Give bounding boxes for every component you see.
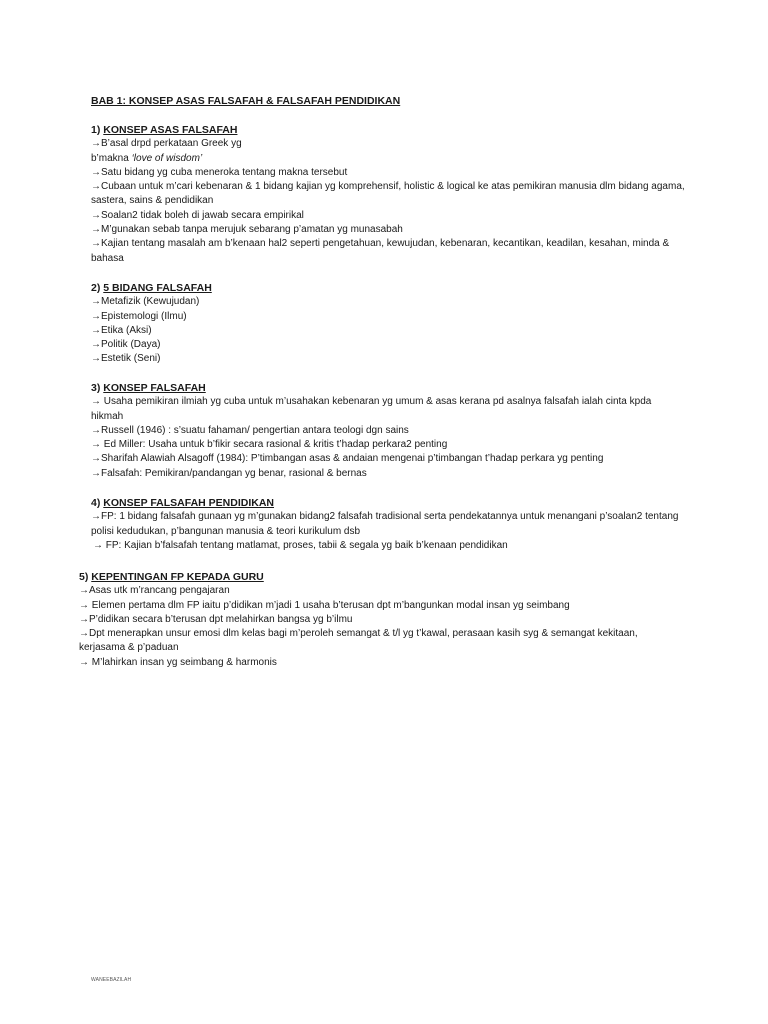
section-kepentingan-fp-kepada-guru	[79, 570, 679, 670]
list-item	[91, 352, 691, 366]
section-3-item	[91, 424, 691, 438]
arrow-icon: →	[91, 424, 101, 436]
item-text: Etika (Aksi)	[101, 324, 152, 336]
arrow-icon: →	[91, 310, 101, 322]
list-item	[91, 338, 691, 352]
section-3-number: 3)	[91, 382, 101, 394]
item-text: M’gunakan sebab tanpa merujuk sebarang p’amatan yg munasabah	[101, 224, 403, 236]
arrow-icon: →	[79, 613, 89, 625]
arrow-icon: →	[93, 539, 103, 551]
section-3-item	[91, 395, 686, 424]
section-1-item	[91, 166, 691, 180]
section-3-item	[91, 452, 691, 466]
arrow-icon: →	[91, 396, 101, 408]
item-text: Ed Miller: Usaha untuk b’fikir secara rasional & kritis t’hadap perkara2 penting	[101, 439, 448, 451]
section-5-item	[79, 599, 679, 613]
item-text: Sharifah Alawiah Alsagoff (1984): P’timbangan asas & andaian mengenai p’timbangan t’hadap perkara yg penting	[101, 453, 604, 465]
arrow-icon: →	[91, 324, 101, 336]
item-italic-text: ‘love of wisdom’	[131, 152, 203, 164]
list-item	[91, 310, 691, 324]
list-item	[91, 324, 691, 338]
section-1-item	[91, 223, 691, 237]
section-1-item	[91, 137, 691, 151]
arrow-icon: →	[79, 628, 89, 640]
item-text: Asas utk m’rancang pengajaran	[89, 585, 230, 597]
arrow-icon: →	[91, 467, 101, 479]
section-1-title: KONSEP ASAS FALSAFAH	[103, 124, 238, 136]
section-5-number: 5)	[79, 571, 89, 583]
arrow-icon: →	[91, 224, 101, 236]
section-1-heading	[91, 123, 691, 137]
arrow-icon: →	[79, 656, 89, 668]
item-text: Estetik (Seni)	[101, 353, 161, 365]
section-3-title: KONSEP FALSAFAH	[103, 382, 206, 394]
item-text: M’lahirkan insan yg seimbang & harmonis	[89, 656, 277, 668]
item-text: Soalan2 tidak boleh di jawab secara empirikal	[101, 209, 304, 221]
section-2-heading	[91, 281, 691, 295]
section-4-title: KONSEP FALSAFAH PENDIDIKAN	[103, 497, 275, 509]
section-3-heading	[91, 381, 691, 395]
document-title: BAB 1: KONSEP ASAS FALSAFAH & FALSAFAH PENDIDIKAN	[91, 95, 401, 107]
arrow-icon: →	[91, 181, 101, 193]
item-text: B’asal drpd perkataan Greek yg	[101, 138, 242, 150]
section-5-item	[79, 656, 679, 670]
section-3-item	[91, 438, 691, 452]
item-text: Russell (1946) : s’suatu fahaman/ pengertian antara teologi dgn sains	[101, 424, 409, 436]
section-1-item	[91, 180, 686, 209]
item-text: Falsafah: Pemikiran/pandangan yg benar, rasional & bernas	[101, 467, 367, 479]
item-text: FP: Kajian b’falsafah tentang matlamat, proses, tabii & segala yg baik b’kenaan pendidikan	[103, 539, 508, 551]
item-text: Satu bidang yg cuba meneroka tentang makna tersebut	[101, 166, 348, 178]
section-4-number: 4)	[91, 497, 101, 509]
section-4-item	[91, 539, 691, 553]
item-text: Usaha pemikiran ilmiah yg cuba untuk m’usahakan kebenaran yg umum & asas kerana pd asalnya falsafah ialah cinta kpda hikmah	[91, 396, 652, 422]
arrow-icon: →	[79, 585, 89, 597]
item-text: P’didikan secara b’terusan dpt melahirkan bangsa yg b’ilmu	[89, 613, 353, 625]
section-konsep-falsafah	[91, 381, 691, 481]
section-1-number: 1)	[91, 124, 101, 136]
section-4-heading	[91, 496, 691, 510]
item-text: Elemen pertama dlm FP iaitu p’didikan m’jadi 1 usaha b’terusan dpt m’bangunkan modal insan yg seimbang	[89, 599, 570, 611]
arrow-icon: →	[91, 511, 101, 523]
section-5-item	[79, 613, 679, 627]
section-konsep-asas-falsafah	[91, 123, 691, 266]
section-2-number: 2)	[91, 282, 101, 294]
arrow-icon: →	[91, 238, 101, 250]
section-4-item	[91, 510, 686, 539]
item-text: FP: 1 bidang falsafah gunaan yg m’gunakan bidang2 falsafah tradisional serta pendekatannya untuk menangani p’soalan2 tentang polisi kedudukan, p’bangunan manusia & teori kurikulum dsb	[91, 511, 679, 537]
section-1-item	[91, 237, 686, 266]
list-item	[91, 295, 691, 309]
item-text: Epistemologi (Ilmu)	[101, 310, 187, 322]
item-text: Politik (Daya)	[101, 339, 161, 351]
section-konsep-falsafah-pendidikan	[91, 496, 691, 553]
item-text: b’makna	[91, 152, 132, 164]
arrow-icon: →	[91, 296, 101, 308]
item-text: Kajian tentang masalah am b’kenaan hal2 seperti pengetahuan, kewujudan, kebenaran, kecantikan, keadilan, kesahan, minda & bahasa	[91, 238, 670, 264]
section-2-title: 5 BIDANG FALSAFAH	[103, 282, 212, 294]
section-5-item	[79, 627, 686, 656]
page-footer: WANEEBAZILAH	[91, 977, 132, 983]
arrow-icon: →	[91, 439, 101, 451]
arrow-icon: →	[91, 353, 101, 365]
arrow-icon: →	[91, 453, 101, 465]
arrow-icon: →	[79, 599, 89, 611]
arrow-icon: →	[91, 166, 101, 178]
item-text: Cubaan untuk m’cari kebenaran & 1 bidang kajian yg komprehensif, holistic & logical ke atas pemikiran manusia dlm bidang agama, sastera, sains & pendidikan	[91, 181, 685, 207]
arrow-icon: →	[91, 339, 101, 351]
section-5-title: KEPENTINGAN FP KEPADA GURU	[91, 571, 264, 583]
arrow-icon: →	[91, 138, 101, 150]
section-5-item	[79, 584, 679, 598]
item-text: Metafizik (Kewujudan)	[101, 296, 200, 308]
section-3-item	[91, 467, 691, 481]
section-5-bidang-falsafah	[91, 281, 691, 367]
section-1-item-continuation	[91, 152, 691, 166]
section-5-heading	[79, 570, 679, 584]
item-text: Dpt menerapkan unsur emosi dlm kelas bagi m’peroleh semangat & t/l yg t’kawal, perasaan kasih syg & semangat kekitaan, kerjasama & p’paduan	[79, 628, 638, 654]
arrow-icon: →	[91, 209, 101, 221]
section-1-item	[91, 209, 691, 223]
